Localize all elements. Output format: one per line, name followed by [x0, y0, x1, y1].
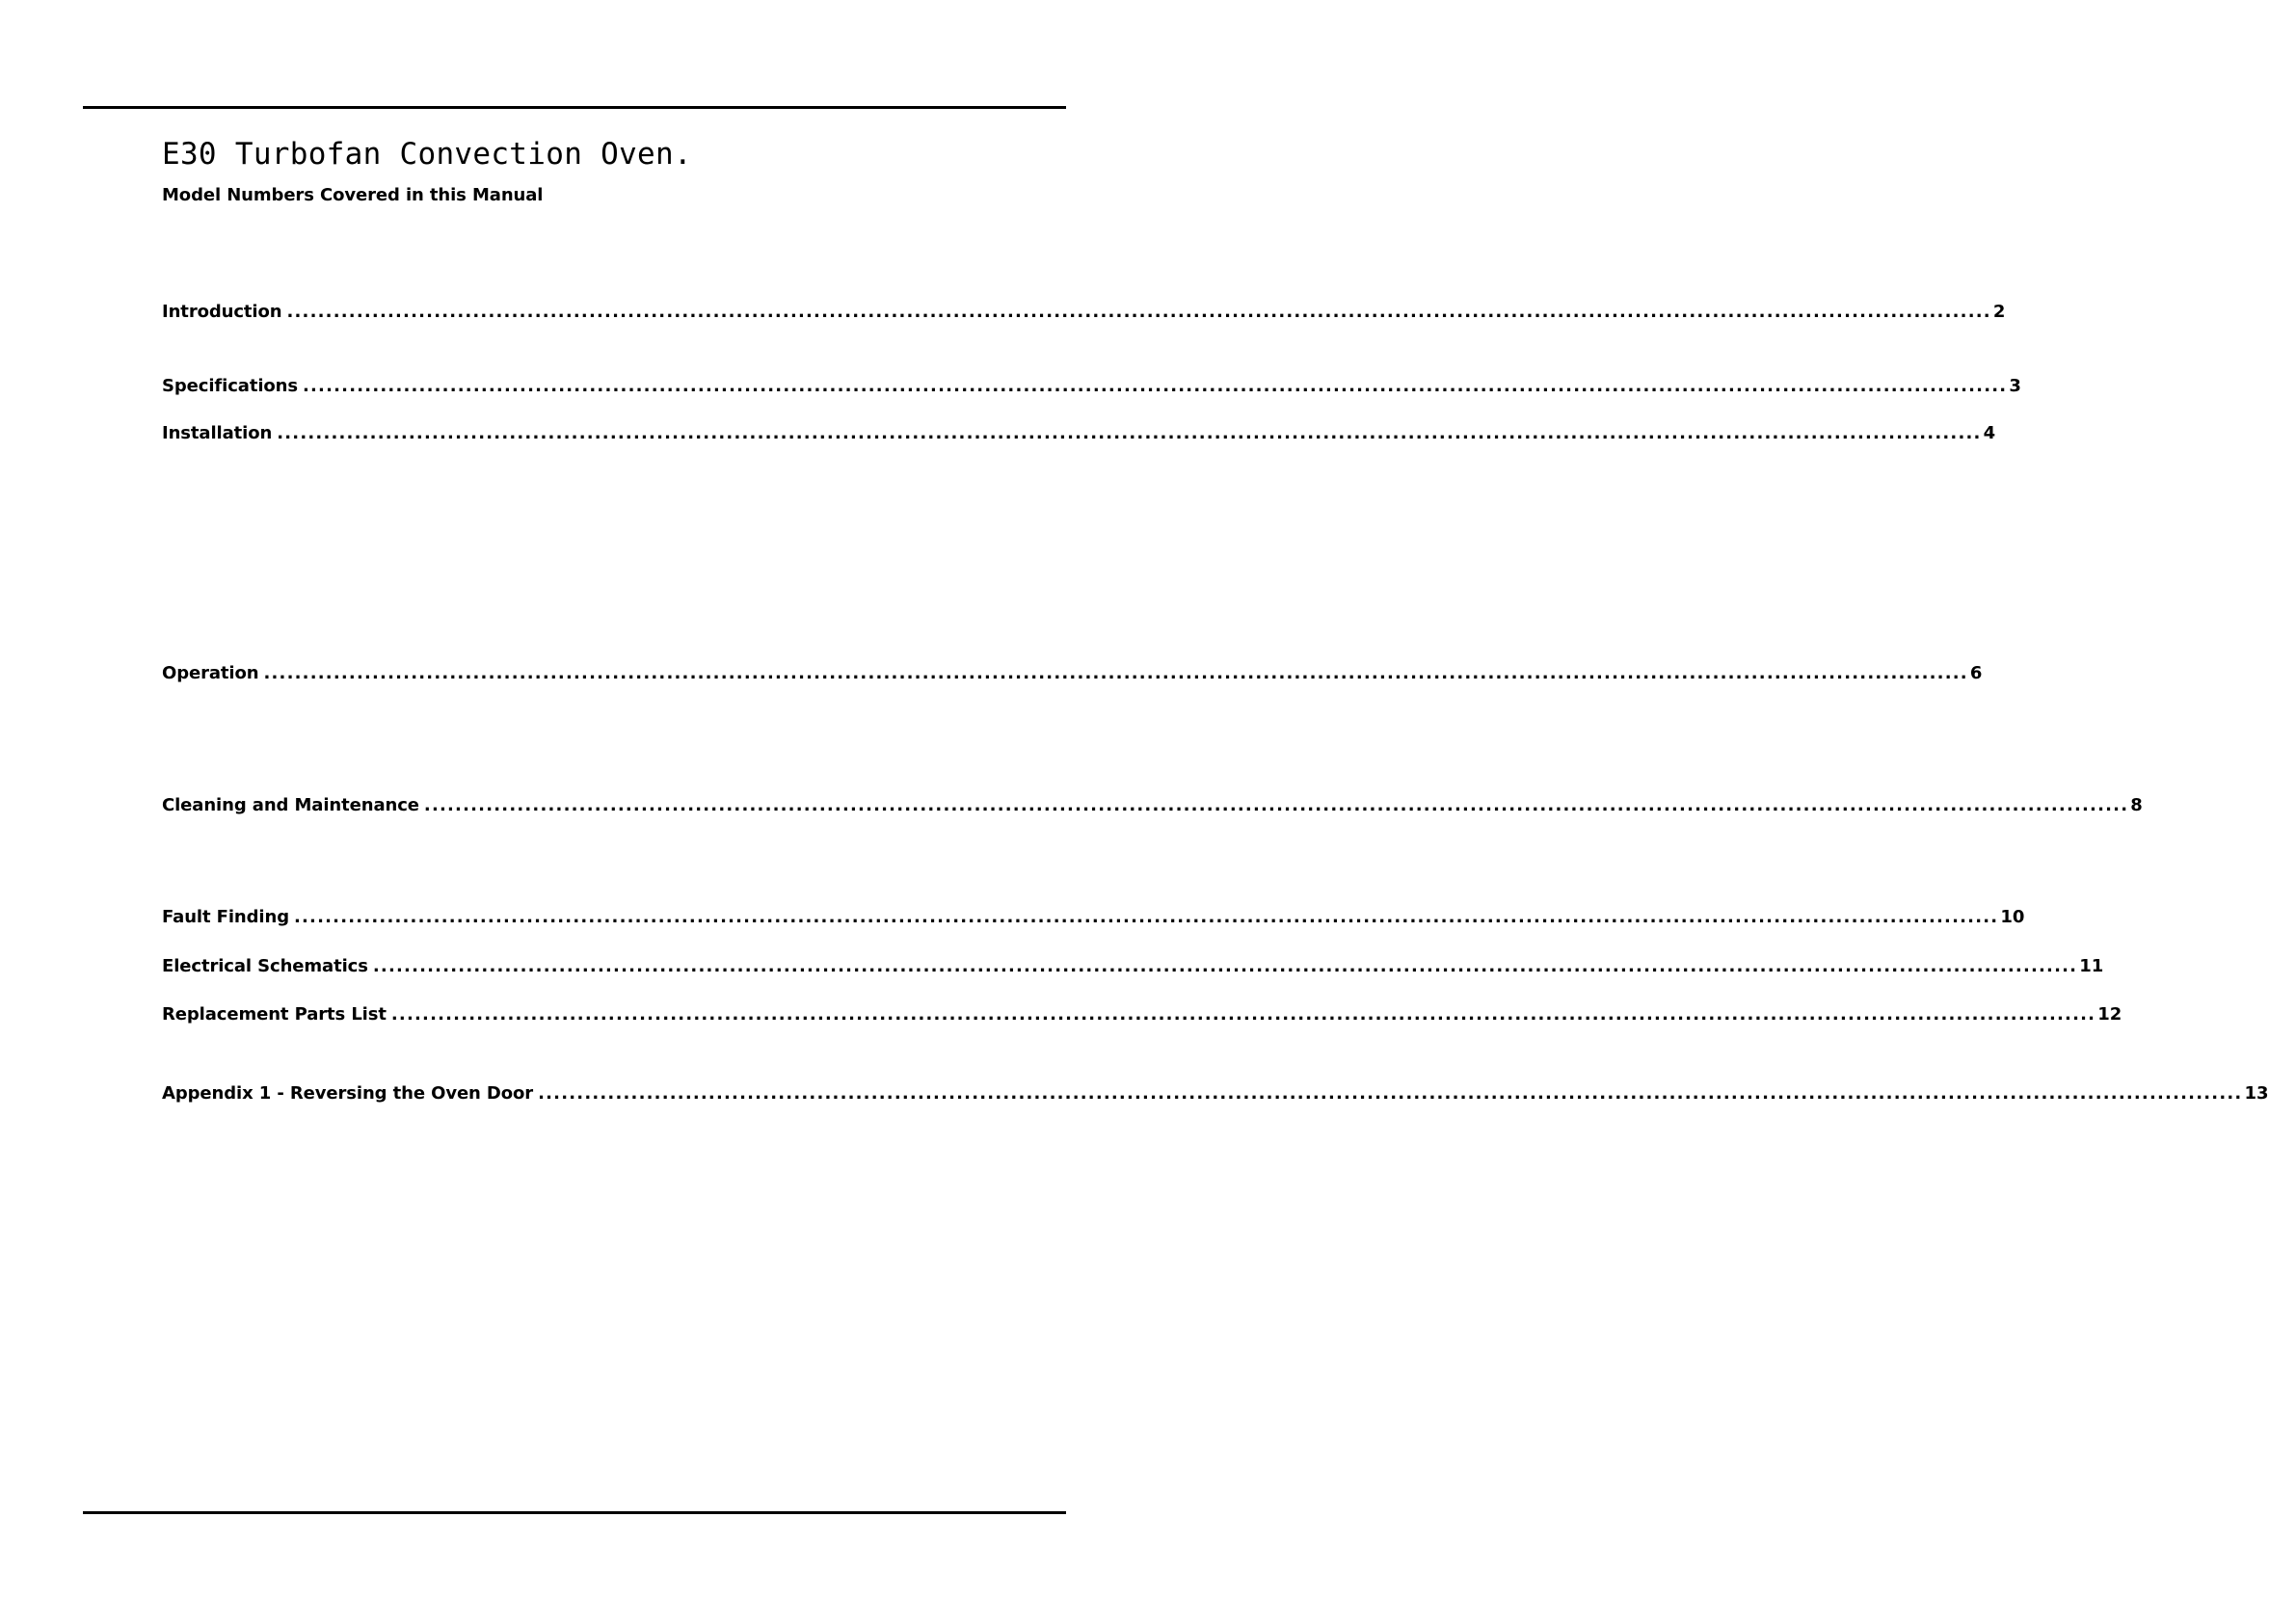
toc-entry-introduction[interactable] — [162, 300, 2006, 325]
footer-rule — [83, 1511, 1066, 1514]
document-subtitle: Model Numbers Covered in this Manual — [162, 185, 544, 205]
header-rule — [83, 106, 1066, 109]
toc-page-number: 13 — [2244, 1083, 2269, 1104]
toc-entry-label: Fault Finding — [162, 907, 289, 927]
toc-entry-label: Cleaning and Maintenance — [162, 795, 419, 815]
toc-dot-leader: ............................................................................................................................................................................................................................ — [286, 302, 1991, 322]
toc-entry-label: Introduction — [162, 302, 282, 322]
toc-dot-leader: ............................................................................................................................................................................................................................ — [390, 1004, 2096, 1025]
toc-dot-leader: ............................................................................................................................................................................................................................ — [293, 907, 1999, 927]
toc-entry-appendix-1[interactable] — [162, 1081, 2269, 1106]
toc-page-number: 2 — [1992, 302, 2006, 322]
toc-page-number: 4 — [1983, 423, 1996, 443]
toc-page-number: 6 — [1969, 663, 1983, 683]
toc-entry-label: Appendix 1 - Reversing the Oven Door — [162, 1083, 534, 1104]
toc-entry-cleaning-and-maintenance[interactable] — [162, 793, 2143, 818]
toc-entry-electrical-schematics[interactable] — [162, 954, 2104, 979]
toc-dot-leader: ............................................................................................................................................................................................................................ — [277, 423, 1982, 443]
toc-entry-label: Specifications — [162, 376, 298, 396]
toc-dot-leader: ............................................................................................................................................................................................................................ — [538, 1083, 2243, 1104]
toc-page-number: 12 — [2097, 1004, 2122, 1025]
toc-entry-operation[interactable] — [162, 661, 1983, 686]
toc-entry-label: Electrical Schematics — [162, 956, 368, 976]
toc-dot-leader: ............................................................................................................................................................................................................................ — [372, 956, 2078, 976]
toc-entry-label: Installation — [162, 423, 273, 443]
toc-entry-label: Operation — [162, 663, 259, 683]
toc-page-number: 11 — [2079, 956, 2104, 976]
toc-entry-installation[interactable] — [162, 421, 1996, 446]
toc-dot-leader: ............................................................................................................................................................................................................................ — [302, 376, 2008, 396]
toc-dot-leader: ............................................................................................................................................................................................................................ — [263, 663, 1968, 683]
toc-dot-leader: ............................................................................................................................................................................................................................ — [423, 795, 2129, 815]
toc-page-number: 8 — [2130, 795, 2143, 815]
toc-page-number: 10 — [2000, 907, 2025, 927]
document-title: E30 Turbofan Convection Oven. — [162, 137, 692, 172]
toc-entry-fault-finding[interactable] — [162, 905, 2025, 930]
toc-entry-specifications[interactable] — [162, 374, 2021, 399]
toc-entry-replacement-parts-list[interactable] — [162, 1002, 2122, 1027]
toc-page-number: 3 — [2009, 376, 2021, 396]
toc-entry-label: Replacement Parts List — [162, 1004, 387, 1025]
